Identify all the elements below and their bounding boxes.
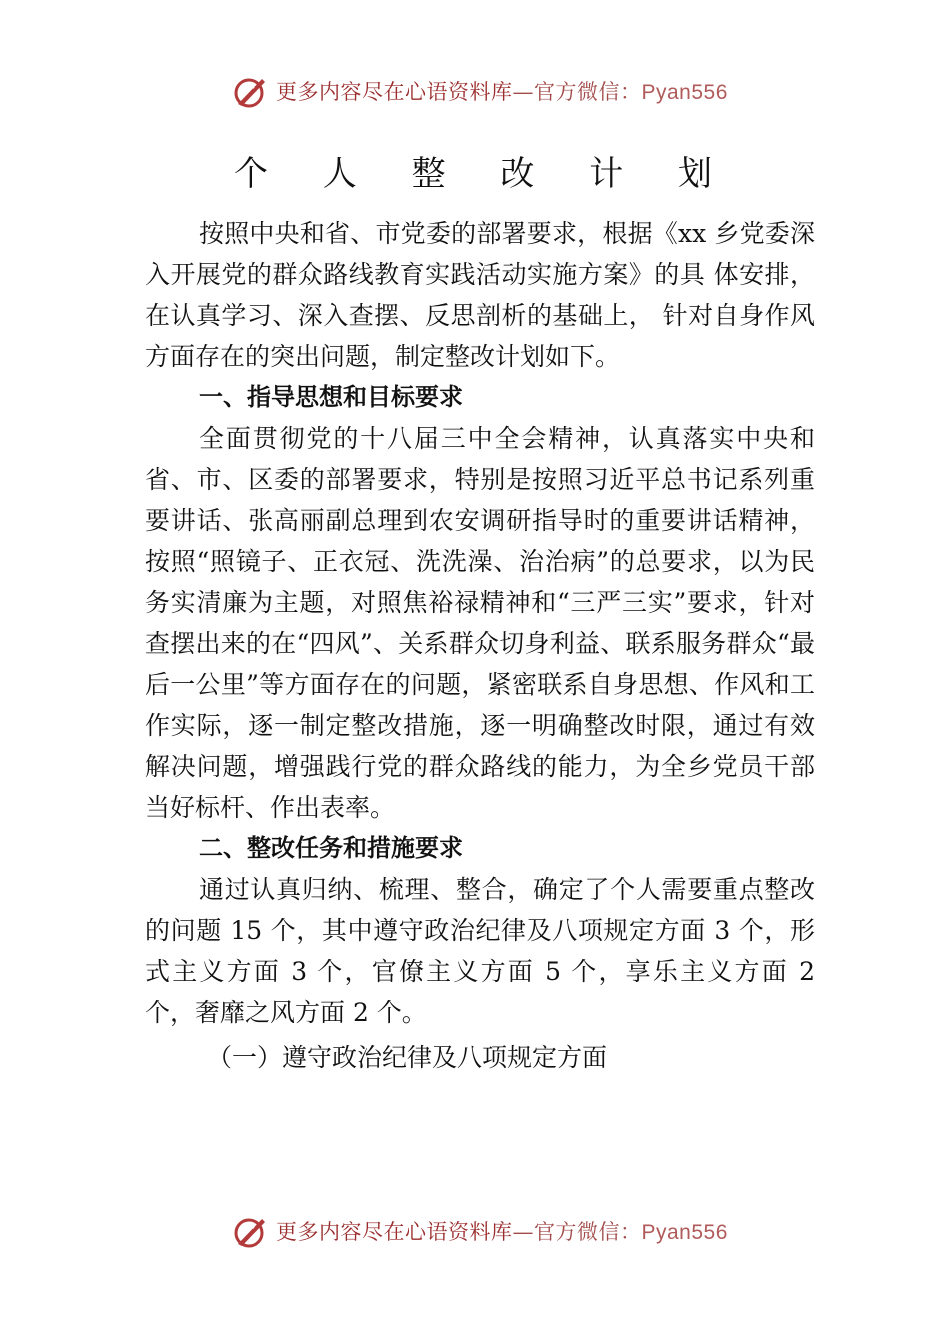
section-heading-1: 一、指导思想和目标要求 bbox=[199, 383, 463, 411]
watermark-banner-top bbox=[0, 72, 950, 112]
watermark-banner-bottom bbox=[0, 1212, 950, 1252]
watermark-right-label: 官方微信： bbox=[534, 1220, 642, 1244]
watermark-left-text: 更多内容尽在心语资料库 bbox=[276, 80, 513, 104]
section-1-paragraph: 全面贯彻党的十八届三中全会精神，认真落实中央和省、市、区委的部署要求，特别是按照习近平总书记系列重要讲话、张高丽副总理到农安调研指导时的重要讲话精神，按照“照镜子、正衣冠、洗洗澡、治治病”的总要求，以为民务实清廉为主题，对照焦裕禄精神和“三严三实”要求，针对查摆出来的在“四风”、关系群众切身利益、联系服务群众“最后一公里”等方面存在的问题，紧密联系自身思想、作风和工作实际，逐一制定整改措施，逐一明确整改时限，通过有效解决问题，增强践行党的群众路线的能力，为全乡党员干部当好标杆、作出表率。 bbox=[145, 424, 815, 822]
watermark-dash: — bbox=[512, 80, 534, 104]
quill-logo-icon bbox=[232, 1214, 270, 1250]
watermark-dash: — bbox=[512, 1220, 534, 1244]
document-body bbox=[145, 213, 815, 1078]
section-heading-2: 二、整改任务和措施要求 bbox=[199, 834, 463, 862]
quill-logo-icon bbox=[232, 74, 270, 110]
watermark-text bbox=[276, 79, 728, 106]
subsection-heading-1: （一）遵守政治纪律及八项规定方面 bbox=[207, 1043, 608, 1072]
intro-paragraph: 按照中央和省、市党委的部署要求，根据《xx 乡党委深入开展党的群众路线教育实践活动实施方案》的具 体安排，在认真学习、深入查摆、反思剖析的基础上， 针对自身作风方面存在的突出问题，制定整改计划如下。 bbox=[145, 219, 815, 371]
section-2-paragraph: 通过认真归纳、梳理、整合，确定了个人需要重点整改的问题 15 个，其中遵守政治纪律及八项规定方面 3 个，形式主义方面 3 个，官僚主义方面 5 个，享乐主义方面 2 个，奢靡之风方面 2 个。 bbox=[145, 875, 815, 1027]
watermark-right-label: 官方微信： bbox=[534, 80, 642, 104]
watermark-text bbox=[276, 1219, 728, 1246]
watermark-left-text: 更多内容尽在心语资料库 bbox=[276, 1220, 513, 1244]
watermark-wechat-id: Pyan556 bbox=[641, 81, 728, 104]
watermark-wechat-id: Pyan556 bbox=[641, 1221, 728, 1244]
document-title: 个 人 整 改 计 划 bbox=[233, 153, 735, 194]
